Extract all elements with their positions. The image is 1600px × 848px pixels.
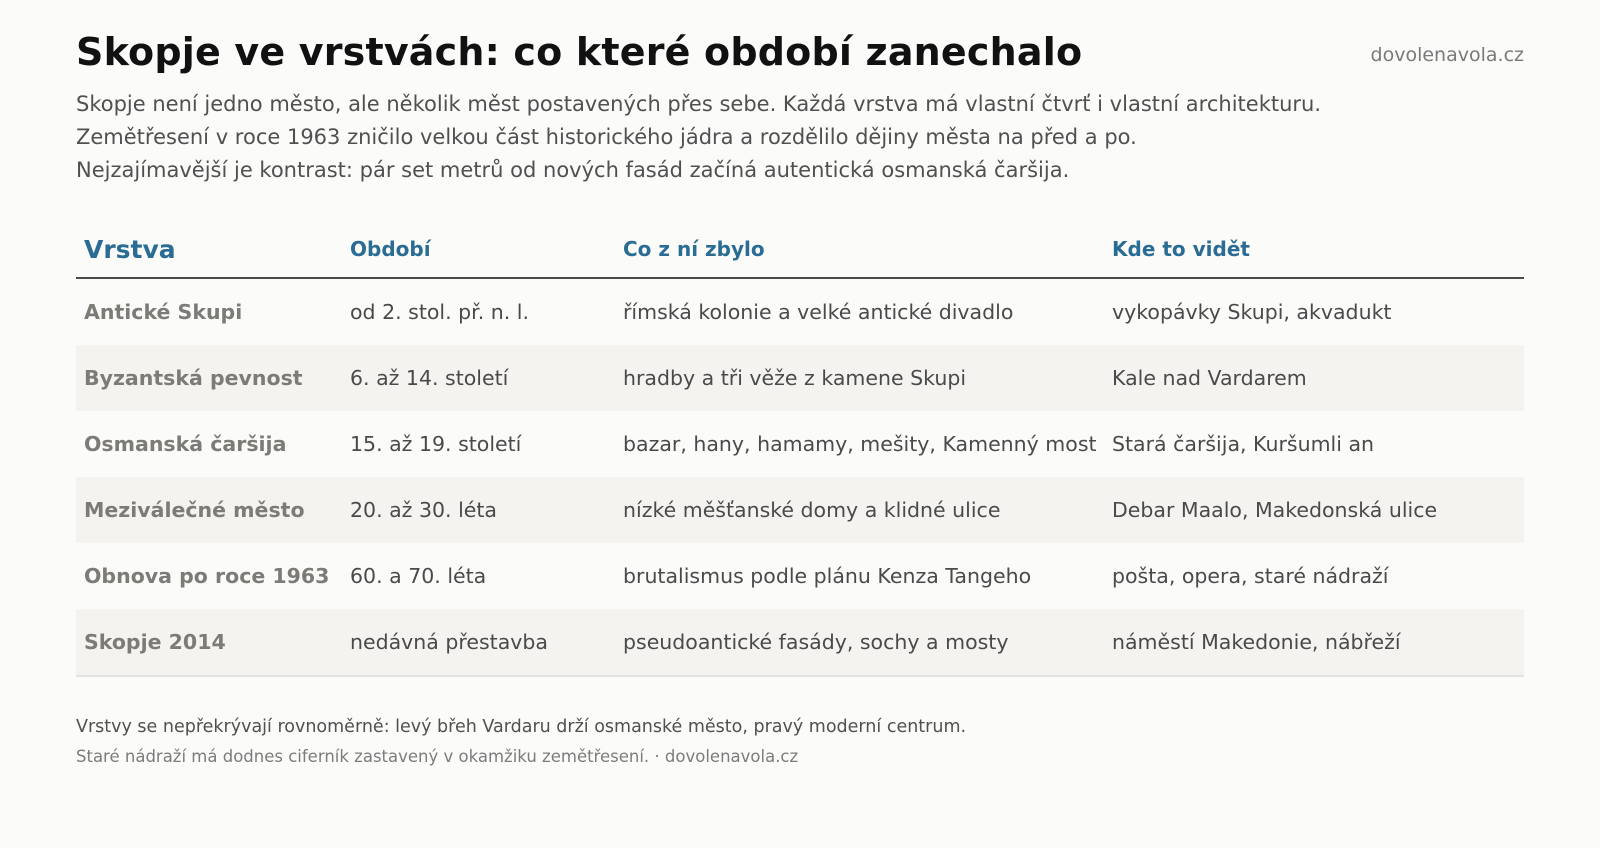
column-header-remains: Co z ní zbylo	[615, 221, 1104, 278]
cell-remains: brutalismus podle plánu Kenza Tangeho	[623, 564, 1032, 588]
cell-layer: Skopje 2014	[76, 609, 342, 676]
cell-remains: hradby a tři věže z kamene Skupi	[615, 345, 1104, 411]
cell-remains: římská kolonie a velké antické divadlo	[623, 300, 1014, 324]
cell-period: 6. až 14. století	[342, 345, 615, 411]
column-header-layer: Vrstva	[76, 221, 342, 278]
cell-layer: Meziválečné město	[76, 477, 342, 543]
cell-where: pošta, opera, staré nádraží	[1112, 564, 1389, 588]
site-brand: dovolenavola.cz	[1370, 44, 1524, 66]
column-header-period: Období	[342, 221, 615, 278]
table-row	[76, 609, 1524, 676]
cell-remains: pseudoantické fasády, sochy a mosty	[615, 609, 1104, 676]
intro-line: Zemětřesení v roce 1963 zničilo velkou část historického jádra a rozdělilo dějiny města na před a po.	[76, 125, 1137, 149]
cell-layer: Osmanská čaršija	[84, 432, 287, 456]
cell-period: nedávná přestavba	[342, 609, 615, 676]
footer-note: Vrstvy se nepřekrývají rovnoměrně: levý břeh Vardaru drží osmanské město, pravý moderní centrum.	[76, 717, 967, 737]
header	[76, 28, 1524, 76]
table-header	[76, 221, 1524, 278]
cell-remains: nízké měšťanské domy a klidné ulice	[615, 477, 1104, 543]
cell-period: od 2. stol. př. n. l.	[350, 300, 529, 324]
intro-line: Nejzajímavější je kontrast: pár set metrů od nových fasád začíná autentická osmanská čaršija.	[76, 158, 1070, 182]
intro-line: Skopje není jedno město, ale několik měst postavených přes sebe. Každá vrstva má vlastní čtvrť i vlastní architekturu.	[76, 92, 1322, 116]
cell-where: Stará čaršija, Kuršumli an	[1112, 432, 1374, 456]
table-row	[76, 411, 1524, 477]
table-row	[76, 345, 1524, 411]
cell-period: 15. až 19. století	[350, 432, 522, 456]
cell-period: 20. až 30. léta	[342, 477, 615, 543]
cell-where: Debar Maalo, Makedonská ulice	[1104, 477, 1524, 543]
cell-where: vykopávky Skupi, akvadukt	[1112, 300, 1392, 324]
intro-text	[76, 88, 1524, 187]
page-title: Skopje ve vrstvách: co které období zanechalo	[76, 30, 1083, 74]
cell-period: 60. a 70. léta	[350, 564, 487, 588]
cell-layer: Byzantská pevnost	[76, 345, 342, 411]
cell-where: Kale nad Vardarem	[1104, 345, 1524, 411]
cell-where: náměstí Makedonie, nábřeží	[1104, 609, 1524, 676]
table-row	[76, 543, 1524, 609]
table-row	[76, 278, 1524, 345]
table-row	[76, 477, 1524, 543]
footer-source: Staré nádraží má dodnes ciferník zastavený v okamžiku zemětřesení. · dovolenavola.cz	[76, 747, 799, 766]
cell-layer: Obnova po roce 1963	[84, 564, 330, 588]
layers-table	[76, 221, 1524, 677]
header-row	[76, 221, 1524, 278]
column-header-where: Kde to vidět	[1104, 221, 1524, 278]
cell-layer: Antické Skupi	[84, 300, 243, 324]
cell-remains: bazar, hany, hamamy, mešity, Kamenný most	[623, 432, 1097, 456]
table-body	[76, 278, 1524, 676]
